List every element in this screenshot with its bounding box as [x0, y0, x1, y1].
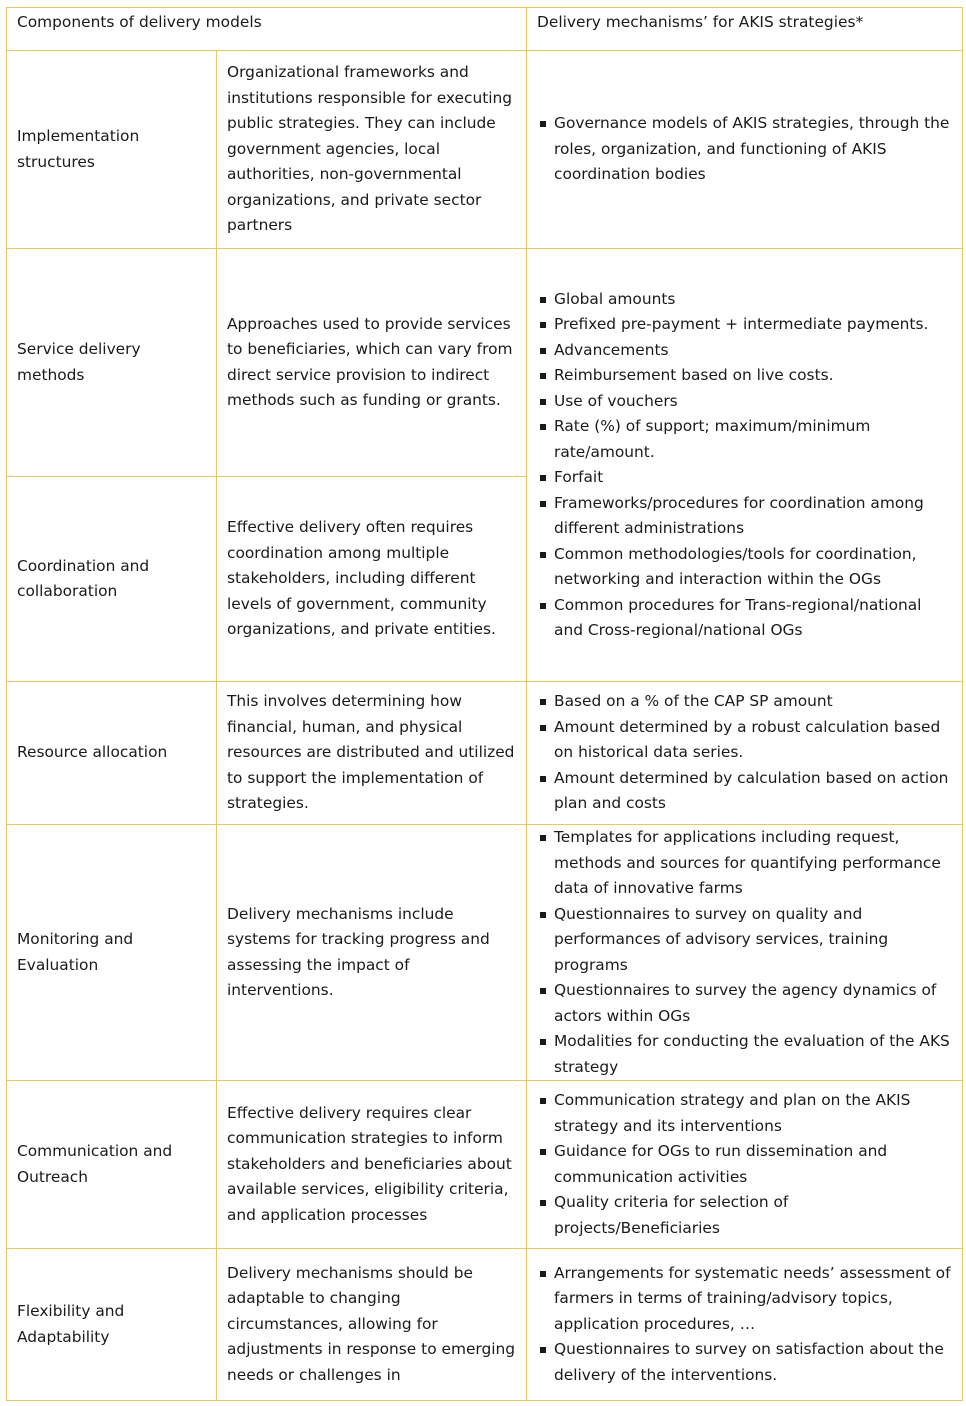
component-cell: Resource allocation — [7, 682, 217, 825]
list-item: Modalities for conducting the evaluation of the AKS strategy — [537, 1029, 952, 1080]
list-item: Amount determined by a robust calculation based on historical data series. — [537, 715, 952, 766]
list-item: Amount determined by calculation based on action plan and costs — [537, 766, 952, 817]
table-header-row — [7, 8, 963, 51]
mechanisms-cell — [527, 682, 963, 825]
list-item: Questionnaires to survey on quality and performances of advisory services, training programs — [537, 902, 952, 979]
mechanisms-cell — [527, 249, 963, 682]
description-cell: This involves determining how financial, human, and physical resources are distributed and utilized to support the implementation of strategies. — [217, 682, 527, 825]
table-row — [7, 249, 963, 477]
list-item: Governance models of AKIS strategies, through the roles, organization, and functioning of AKIS coordination bodies — [537, 111, 952, 188]
mechanisms-list — [537, 111, 952, 188]
description-cell: Effective delivery requires clear communication strategies to inform stakeholders and beneficiaries about available services, eligibility criteria, and application processes — [217, 1081, 527, 1249]
table-row — [7, 825, 963, 1081]
table-row — [7, 1249, 963, 1401]
description-cell: Delivery mechanisms include systems for tracking progress and assessing the impact of interventions. — [217, 825, 527, 1081]
mechanisms-list — [537, 689, 952, 817]
list-item: Templates for applications including request, methods and sources for quantifying performance data of innovative farms — [537, 825, 952, 902]
list-item: Questionnaires to survey on satisfaction about the delivery of the interventions. — [537, 1337, 952, 1388]
mechanisms-cell — [527, 825, 963, 1081]
list-item: Common procedures for Trans-regional/national and Cross-regional/national OGs — [537, 593, 952, 644]
mechanisms-list — [537, 287, 952, 644]
list-item: Forfait — [537, 465, 952, 491]
list-item: Prefixed pre-payment + intermediate payments. — [537, 312, 952, 338]
list-item: Advancements — [537, 338, 952, 364]
component-cell: Flexibility and Adaptability — [7, 1249, 217, 1401]
component-cell: Coordination and collaboration — [7, 477, 217, 682]
delivery-models-table — [6, 7, 963, 1401]
component-cell: Communication and Outreach — [7, 1081, 217, 1249]
component-cell: Service delivery methods — [7, 249, 217, 477]
list-item: Rate (%) of support; maximum/minimum rate/amount. — [537, 414, 952, 465]
list-item: Arrangements for systematic needs’ assessment of farmers in terms of training/advisory topics, application procedures, … — [537, 1261, 952, 1338]
list-item: Global amounts — [537, 287, 952, 313]
mechanisms-cell — [527, 1081, 963, 1249]
mechanisms-list — [537, 825, 952, 1080]
list-item: Quality criteria for selection of projects/Beneficiaries — [537, 1190, 952, 1241]
mechanisms-cell — [527, 1249, 963, 1401]
mechanisms-cell — [527, 51, 963, 249]
list-item: Common methodologies/tools for coordination, networking and interaction within the OGs — [537, 542, 952, 593]
list-item: Reimbursement based on live costs. — [537, 363, 952, 389]
description-cell: Organizational frameworks and institutions responsible for executing public strategies. They can include government agencies, local authorities, non-governmental organizations, and private sector partners — [217, 51, 527, 249]
table-row — [7, 682, 963, 825]
description-cell: Delivery mechanisms should be adaptable to changing circumstances, allowing for adjustments in response to emerging needs or challenges in — [217, 1249, 527, 1401]
list-item: Questionnaires to survey the agency dynamics of actors within OGs — [537, 978, 952, 1029]
component-cell: Implementation structures — [7, 51, 217, 249]
table-row — [7, 51, 963, 249]
list-item: Guidance for OGs to run dissemination and communication activities — [537, 1139, 952, 1190]
description-cell: Approaches used to provide services to beneficiaries, which can vary from direct service provision to indirect methods such as funding or grants. — [217, 249, 527, 477]
list-item: Based on a % of the CAP SP amount — [537, 689, 952, 715]
list-item: Use of vouchers — [537, 389, 952, 415]
table-row — [7, 1081, 963, 1249]
header-mechanisms: Delivery mechanisms’ for AKIS strategies* — [527, 8, 963, 51]
mechanisms-list — [537, 1261, 952, 1389]
component-cell: Monitoring and Evaluation — [7, 825, 217, 1081]
list-item: Communication strategy and plan on the AKIS strategy and its interventions — [537, 1088, 952, 1139]
header-components: Components of delivery models — [7, 8, 527, 51]
description-cell: Effective delivery often requires coordination among multiple stakeholders, including different levels of government, community organizations, and private entities. — [217, 477, 527, 682]
list-item: Frameworks/procedures for coordination among different administrations — [537, 491, 952, 542]
mechanisms-list — [537, 1088, 952, 1241]
